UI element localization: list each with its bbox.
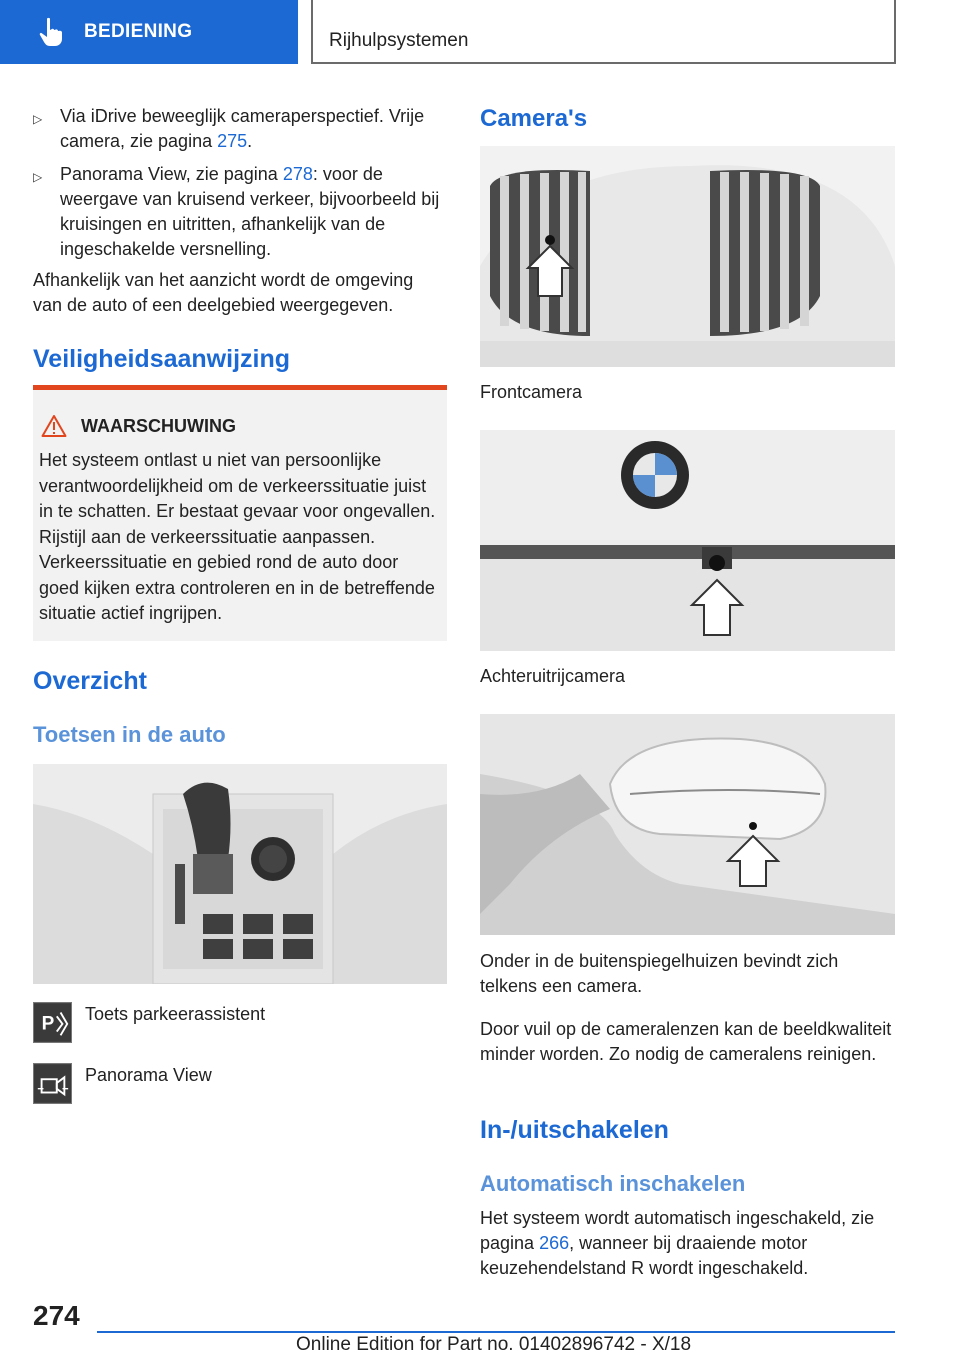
onoff-heading: In-/uitschakelen — [480, 1116, 669, 1144]
intro-paragraph: Afhankelijk van het aanzicht wordt de omgeving van de auto of een deelgebied weergegeven. — [33, 270, 414, 315]
page-link[interactable]: 278 — [282, 164, 313, 184]
rear-camera-image — [480, 430, 895, 651]
edition-text: Online Edition for Part no. 01402896742 - X/18 — [296, 1334, 692, 1355]
warning-text: Het systeem ontlast u niet van persoonlijke verantwoordelijkheid om de verkeerssituatie juist in te schatten. Er bestaat gevaar voor ongevallen. Rijstijl aan de verkeerssituatie aanpassen. Verkeerssituatie en gebied rond de auto door goed kijken extra controleren en in de betreffende situatie actief ingrijpen. — [39, 450, 436, 623]
buttons-heading: Toetsen in de auto — [33, 722, 226, 747]
svg-text:P: P — [41, 1013, 55, 1035]
warning-triangle-icon — [41, 414, 67, 438]
auto-paragraph: Het systeem wordt automatisch ingeschakeld, zie pagina 266, wanneer bij draaiende motor keuzehendelstand R wordt ingeschakeld. — [480, 1208, 875, 1278]
cameras-heading: Camera's — [480, 105, 588, 132]
triangle-bullet-icon: ▷ — [33, 112, 43, 126]
page-link[interactable]: 266 — [539, 1233, 570, 1253]
safety-heading: Veiligheidsaanwijzing — [33, 345, 291, 373]
hand-pointer-icon — [38, 17, 64, 47]
bullet-text: Panorama View, zie pagina — [60, 164, 283, 184]
side-mirror-camera-image — [480, 714, 895, 935]
section-title: Rijhulpsystemen — [329, 30, 469, 51]
section-header — [311, 0, 896, 64]
page-number: 274 — [33, 1300, 80, 1331]
front-camera-image — [480, 146, 895, 367]
front-camera-caption: Frontcamera — [480, 382, 583, 402]
bullet-text: Via iDrive beweeglijk cameraperspectief. Vrije camera, zie pagina — [60, 106, 425, 151]
panorama-view-icon — [33, 1063, 72, 1104]
warning-box — [33, 385, 447, 641]
list-item: ▷ Panorama View, zie pagina 278: voor de weergave van kruisend verkeer, bijvoorbeeld bij kruisingen en uitritten, afhankelijk van de ingeschakelde versnelling. — [33, 164, 440, 259]
warning-title: WAARSCHUWING — [81, 415, 236, 436]
center-console-image — [33, 764, 447, 984]
rear-camera-caption: Achteruitrijcamera — [480, 666, 626, 686]
dirt-paragraph: Door vuil op de cameralenzen kan de beeldkwaliteit minder worden. Zo nodig de cameralens reinigen. — [480, 1019, 892, 1064]
triangle-bullet-icon: ▷ — [33, 170, 43, 184]
list-item: ▷ Via iDrive beweeglijk cameraperspectief. Vrije camera, zie pagina 275. — [33, 106, 425, 151]
footer-divider — [97, 1331, 895, 1333]
auto-heading: Automatisch inschakelen — [480, 1171, 746, 1196]
mirror-paragraph: Onder in de buitenspiegelhuizen bevindt zich telkens een camera. — [480, 951, 839, 996]
key-label: Toets parkeerassistent — [85, 1004, 266, 1024]
chapter-label: BEDIENING — [84, 21, 193, 42]
page-link[interactable]: 275 — [217, 131, 248, 151]
key-label: Panorama View — [85, 1065, 212, 1085]
parking-assistant-icon — [33, 1002, 72, 1043]
chapter-tab[interactable] — [0, 0, 298, 64]
overview-heading: Overzicht — [33, 667, 147, 695]
